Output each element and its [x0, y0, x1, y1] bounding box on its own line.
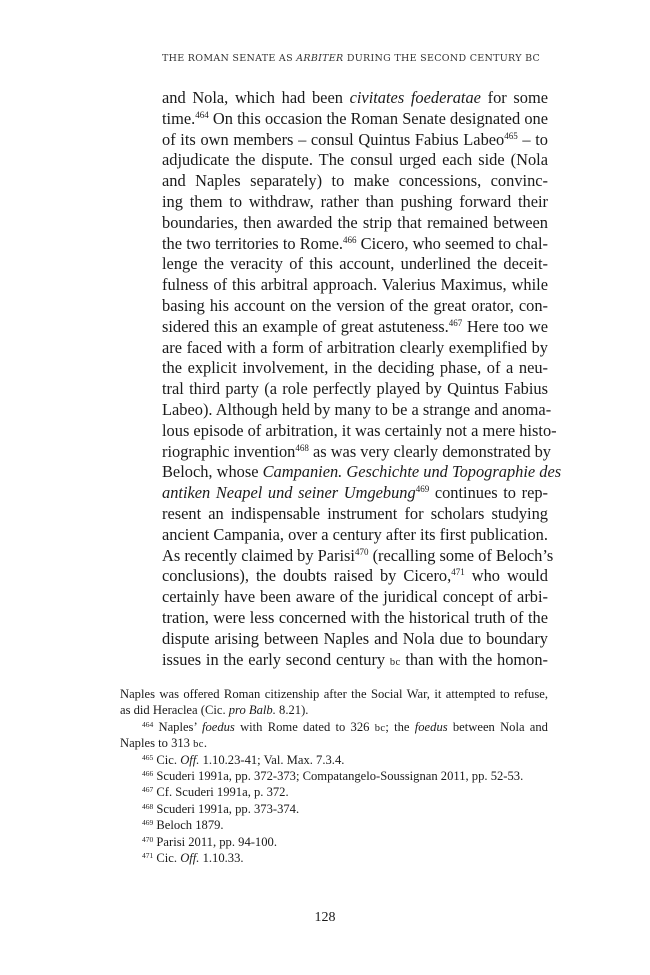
footnote-465: $^{465}$ Cic. Off. 1.10.23-41; Val. Max. 7.3.4.: [142, 752, 345, 767]
body-line: fulness of this arbitral approach. Valerius Maximus, while: [162, 275, 548, 295]
body-line: and Naples separately) to make concessions, convinc-: [162, 171, 548, 191]
footnote-ref[interactable]: 464: [195, 109, 209, 120]
body-line: the explicit involvement, in the deciding phase, of a neu-: [162, 358, 548, 378]
body-line: riographic invention$^{468}$ as was very clearly demonstrated by: [162, 441, 552, 461]
footnote-line: as did Heraclea (Cic. pro Balb. 8.21).: [120, 703, 309, 718]
body-line: sidered this an example of great astuteness.$^{467}$ Here too we: [162, 316, 548, 336]
footnote-470: $^{470}$ Parisi 2011, pp. 94-100.: [142, 834, 277, 849]
body-line: tration, were less concerned with the historical truth of the: [162, 607, 548, 627]
body-line: ancient Campania, over a century after its first publication.: [162, 524, 548, 544]
body-line: tral third party (a role perfectly played by Quintus Fabius: [162, 379, 548, 399]
body-line: certainly have been aware of the juridical concept of arbi-: [162, 587, 548, 607]
body-line: As recently claimed by Parisi$^{470}$ (recalling some of Beloch’s: [162, 545, 554, 565]
footnotes: [120, 686, 548, 866]
footnote-ref[interactable]: 470: [355, 546, 369, 557]
body-line: the two territories to Rome.$^{466}$ Cicero, who seemed to chal-: [162, 233, 548, 253]
footnote-464: $^{464}$ Naples’ foedus with Rome dated to 326 bc; the foedus between Nola and: [142, 719, 548, 734]
footnote-464-cont: Naples to 313 bc.: [120, 736, 207, 751]
footnote-466: $^{466}$ Scuderi 1991a, pp. 372-373; Compatangelo-Soussignan 2011, pp. 52-53.: [142, 768, 524, 783]
body-text: [162, 88, 562, 670]
body-line: Beloch, whose Campanien. Geschichte und Topographie des: [162, 462, 562, 482]
body-line: resent an indispensable instrument for scholars studying: [162, 503, 548, 523]
body-line: time.$^{464}$ On this occasion the Roman Senate designated one: [162, 108, 548, 128]
body-line: ing them to withdraw, rather than pushing forward their: [162, 191, 548, 211]
body-line: lenge the veracity of this account, underlined the deceit-: [162, 254, 548, 274]
body-line: lous episode of arbitration, it was certainly not a mere histo-: [162, 420, 557, 440]
footnote-ref[interactable]: 469: [415, 484, 430, 495]
footnote-468: $^{468}$ Scuderi 1991a, pp. 373-374.: [142, 801, 300, 816]
body-line: boundaries, then awarded the strip that remained between: [162, 212, 548, 232]
footnote-471: $^{471}$ Cic. Off. 1.10.33.: [142, 850, 244, 865]
footnote-ref[interactable]: 471: [451, 567, 465, 578]
body-line: issues in the early second century bc than with the homon-: [162, 649, 548, 669]
body-line: conclusions), the doubts raised by Cicero,$^{471}$ who would: [162, 566, 548, 586]
body-line: and Nola, which had been civitates foederatae for some: [162, 88, 548, 107]
body-line: Labeo). Although held by many to be a strange and anoma-: [162, 399, 552, 419]
footnote-ref[interactable]: 467: [448, 317, 463, 328]
footnote-ref[interactable]: 465: [504, 130, 518, 141]
body-line: antiken Neapel und seiner Umgebung$^{469}$ continues to rep-: [162, 483, 548, 503]
footnote-467: $^{467}$ Cf. Scuderi 1991a, p. 372.: [142, 785, 289, 800]
body-line: are faced with a form of arbitration clearly exemplified by: [162, 337, 548, 357]
footnote-ref[interactable]: 466: [342, 234, 357, 245]
page-number: 128: [314, 910, 336, 925]
body-line: adjudicate the dispute. The consul urged each side (Nola: [162, 150, 548, 170]
body-line: of its own members – consul Quintus Fabius Labeo$^{465}$ – to: [162, 129, 549, 149]
body-line: dispute arising between Naples and Nola due to boundary: [162, 628, 548, 648]
body-line: basing his account on the version of the great orator, con-: [162, 295, 548, 315]
footnote-ref[interactable]: 468: [295, 442, 309, 453]
footnote-469: $^{469}$ Beloch 1879.: [142, 818, 224, 833]
footnote-line: Naples was offered Roman citizenship after the Social War, it attempted to refuse,: [120, 687, 548, 701]
running-head: THE ROMAN SENATE AS ARBITER DURING THE SECOND CENTURY BC: [162, 53, 541, 64]
